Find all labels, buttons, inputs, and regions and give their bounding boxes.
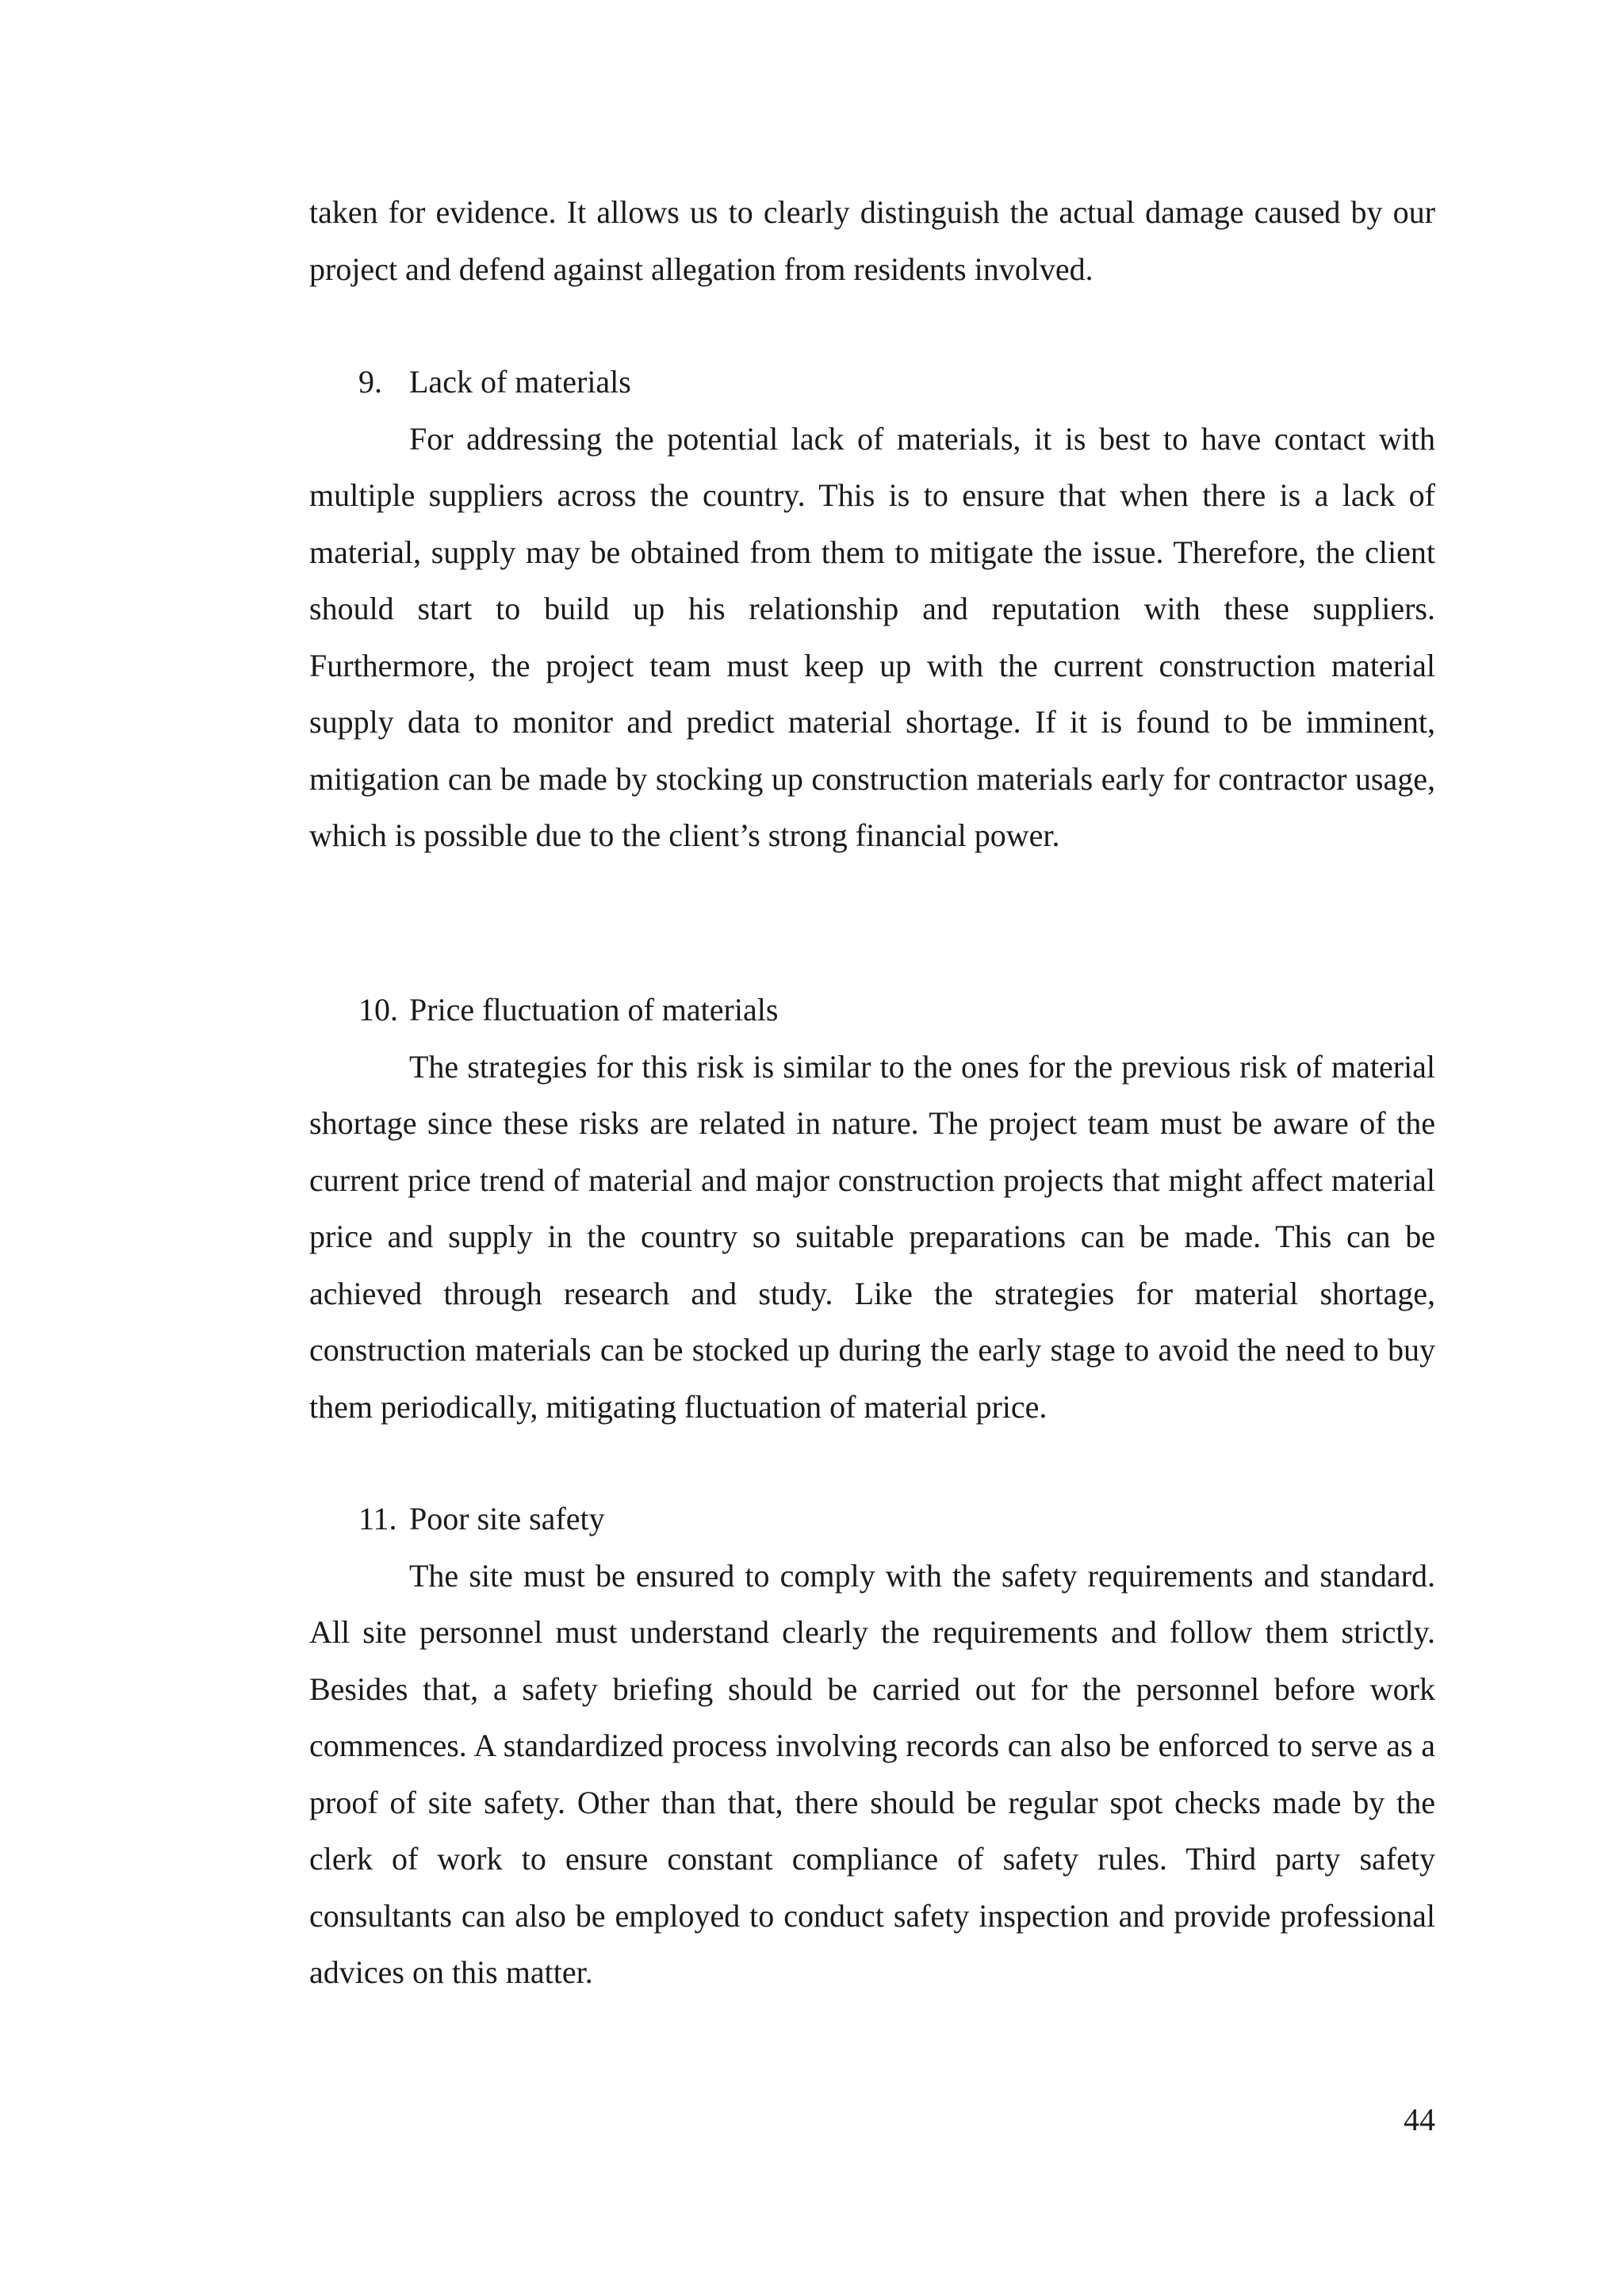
section-body: The strategies for this risk is similar to the ones for the previous risk of material shortage since these risks are related in nature. The project team must be aware of the current price trend of material and major construction projects that might affect material price and supply in the country so suitable preparations can be made. This can be achieved through research and study. Like the strategies for material shortage, construction materials can be stocked up during the early stage to avoid the need to buy them periodically, mitigating fluctuation of material price. [309,1048,1435,1425]
section-number: 9. [358,364,382,400]
section-price-fluctuation [309,982,1435,1435]
section-heading [309,1490,1435,1548]
section-lack-of-materials [309,354,1435,864]
section-number: 11. [358,1501,397,1536]
section-heading [309,982,1435,1039]
section-poor-site-safety [309,1490,1435,2001]
page-number: 44 [1404,2102,1435,2137]
section-title: Poor site safety [409,1501,605,1536]
section-body: For addressing the potential lack of materials, it is best to have contact with multiple suppliers across the country. This is to ensure that when there is a lack of material, supply may be obtained from them to mitigate the issue. Therefore, the client should start to build up his relationship and reputation with these suppliers. Furthermore, the project team must keep up with the current construction material supply data to monitor and predict material shortage. If it is found to be imminent, mitigation can be made by stocking up construction materials early for contractor usage, which is possible due to the client’s strong financial power. [309,420,1435,853]
continuation-paragraph: taken for evidence. It allows us to clearly distinguish the actual damage caused by our project and defend against allegation from residents involved. [309,194,1435,287]
section-body: The site must be ensured to comply with the safety requirements and standard. All site personnel must understand clearly the requirements and follow them strictly. Besides that, a safety briefing should be carried out for the personnel before work commences. A standardized process involving records can also be enforced to serve as a proof of site safety. Other than that, there should be regular spot checks made by the clerk of work to ensure constant compliance of safety rules. Third party safety consultants can also be employed to conduct safety inspection and provide professional advices on this matter. [309,1557,1435,1990]
section-heading [309,354,1435,411]
section-title: Lack of materials [409,364,631,400]
section-number: 10. [358,992,398,1027]
section-title: Price fluctuation of materials [409,992,779,1027]
